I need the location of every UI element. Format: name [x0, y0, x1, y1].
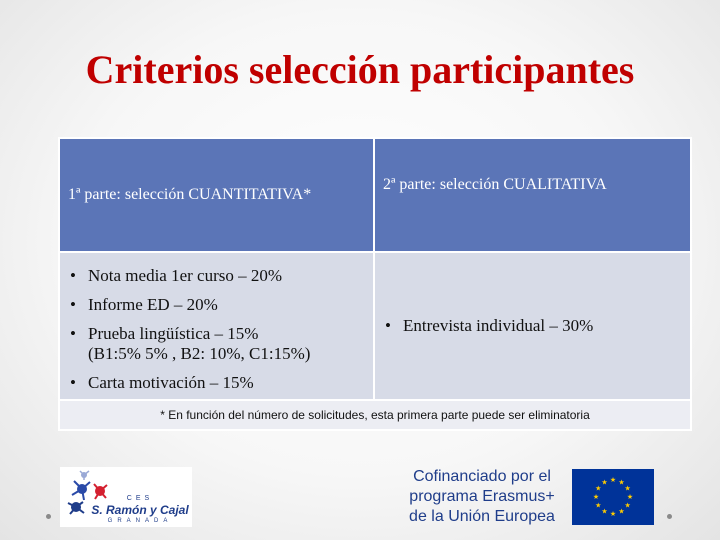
table-header-row — [59, 138, 691, 252]
eu-star-icon: ★ — [595, 501, 602, 510]
eu-star-icon: ★ — [609, 476, 617, 484]
ces-ramon-y-cajal-logo — [60, 467, 192, 527]
cofinanced-line-2: programa Erasmus+ — [409, 488, 555, 505]
slide-title: Criterios selección participantes — [85, 47, 635, 92]
criteria-table — [58, 137, 692, 431]
eu-star-icon: ★ — [626, 493, 634, 501]
header-qualitative-label: 2ª parte: selección CUALITATIVA — [383, 176, 607, 193]
nav-dot-right — [667, 514, 672, 519]
bullet-glyph: • — [70, 323, 76, 343]
footnote: * En función del número de solicitudes, esta primera parte puede ser eliminatoria — [59, 400, 691, 430]
bullet-glyph: • — [70, 372, 76, 392]
eu-star-icon: ★ — [592, 493, 600, 501]
eu-star-icon: ★ — [609, 510, 617, 518]
header-quantitative-label: 1ª parte: selección CUANTITATIVA* — [68, 186, 312, 203]
eu-star-icon: ★ — [601, 478, 608, 487]
nav-dot-left — [46, 514, 51, 519]
list-item — [385, 316, 690, 336]
criterion-text: Informe ED – 20% — [88, 294, 218, 314]
quantitative-criteria-list — [60, 260, 373, 393]
criterion-text: Nota media 1er curso – 20% — [88, 265, 283, 285]
bullet-glyph: • — [70, 265, 76, 285]
eu-star-icon: ★ — [624, 501, 631, 510]
eu-star-icon: ★ — [595, 484, 602, 493]
logo-city: GRANADA — [107, 518, 173, 524]
header-qualitative — [374, 138, 691, 252]
list-item — [70, 266, 373, 286]
table-body-row — [59, 252, 691, 400]
cofinanced-line-1: Cofinanciado por el — [413, 468, 551, 485]
bullet-glyph: • — [385, 316, 391, 335]
table-footnote-row — [59, 400, 691, 430]
logo-school-name: S. Ramón y Cajal — [91, 503, 189, 517]
criterion-text: Entrevista individual – 30% — [403, 316, 594, 335]
bullet-glyph: • — [70, 294, 76, 314]
logo-ces-label: CES — [126, 495, 154, 502]
cofinanced-text — [398, 467, 566, 527]
criterion-text: Prueba lingüística – 15% — [88, 323, 259, 343]
qualitative-criteria-list — [375, 316, 690, 336]
list-item — [70, 295, 373, 315]
criterion-subtext: (B1:5% 5% , B2: 10%, C1:15%) — [88, 343, 311, 363]
quantitative-criteria-cell — [59, 252, 374, 400]
header-quantitative — [59, 138, 374, 252]
eu-star-icon: ★ — [601, 507, 608, 516]
eu-flag-icon — [572, 469, 654, 525]
qualitative-criteria-cell — [374, 252, 691, 400]
eu-star-icon: ★ — [624, 484, 631, 493]
criterion-text: Carta motivación – 15% — [88, 372, 254, 392]
eu-star-icon: ★ — [618, 478, 625, 487]
list-item — [70, 373, 373, 393]
eu-star-icon: ★ — [618, 507, 625, 516]
cofinanced-line-3: de la Unión Europea — [409, 508, 555, 525]
list-item — [70, 324, 373, 364]
logo-text — [88, 495, 192, 525]
